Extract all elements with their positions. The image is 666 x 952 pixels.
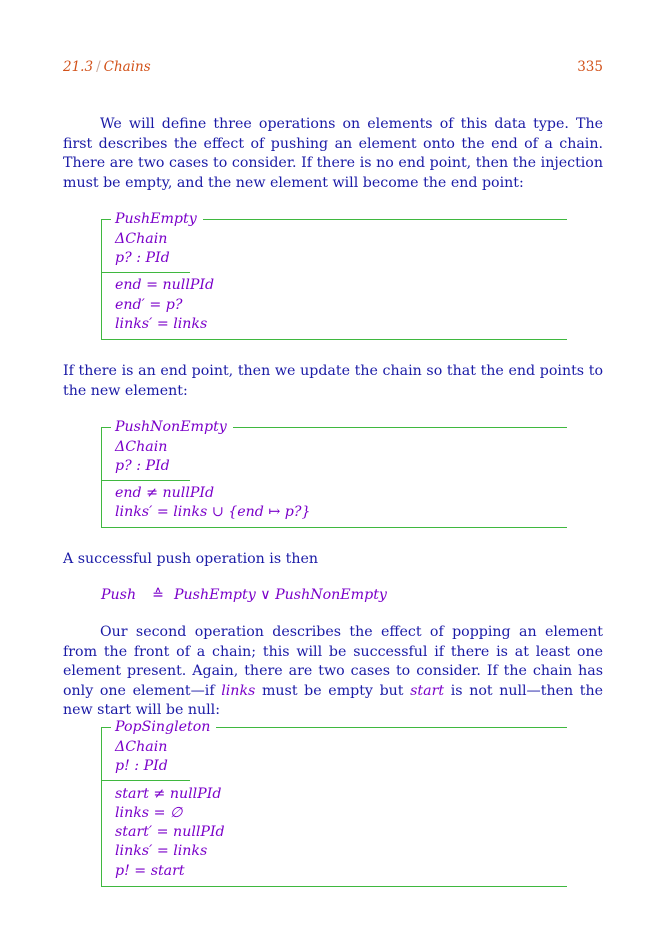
page-number: 335	[577, 59, 603, 75]
schema-predicate: end ≠ nullPId	[115, 485, 215, 501]
schema-decl: ΔChain	[115, 739, 168, 755]
schema-divider	[101, 480, 190, 481]
schema-predicate: start′ = nullPId	[115, 824, 225, 840]
schema-predicate: end = nullPId	[115, 277, 215, 293]
schema-decl: p? : PId	[115, 250, 170, 266]
paragraph-2: If there is an end point, then we update the chain so that the end points to the new element:	[63, 363, 603, 399]
schema-predicate: end′ = p?	[115, 297, 183, 313]
schema-bottom-rule	[101, 886, 567, 887]
definition-operator: ≙	[152, 587, 164, 603]
paragraph-4-text: Our second operation describes the effect of popping an element from the front of a chain; this will be successful if there is at least one element present. Again, there are two cases to consider. If the chain has only one element—if	[63, 624, 603, 699]
running-head	[63, 59, 603, 79]
schema-divider	[101, 780, 190, 781]
definition-rhs: PushEmpty ∨ PushNonEmpty	[174, 587, 387, 603]
schema-decl: ΔChain	[115, 231, 168, 247]
schema-predicate: links′ = links ∪ {end ↦ p?}	[115, 504, 311, 520]
schema-predicate: p! = start	[115, 863, 185, 879]
header-separator: /	[96, 59, 101, 75]
schema-bottom-rule	[101, 339, 567, 340]
push-definition	[101, 587, 393, 603]
schema-left-rule	[101, 219, 102, 340]
schema-push-empty	[101, 210, 567, 340]
section-title	[63, 59, 151, 75]
schema-left-rule	[101, 427, 102, 528]
var-start: start	[410, 682, 445, 699]
paragraph-4-text: is not null—then the new start will be null:	[63, 682, 603, 718]
paragraph-4-text: must be empty but	[255, 682, 411, 699]
schema-push-nonempty	[101, 418, 567, 528]
definition-lhs: Push	[101, 587, 137, 603]
schema-decl: p? : PId	[115, 458, 170, 474]
schema-decl: p! : PId	[115, 758, 168, 774]
schema-left-rule	[101, 727, 102, 887]
schema-divider	[101, 272, 190, 273]
var-links: links	[221, 682, 256, 699]
schema-name: PushEmpty	[111, 210, 203, 228]
schema-name: PushNonEmpty	[111, 418, 233, 436]
schema-predicate: links′ = links	[115, 843, 208, 859]
paragraph-1: We will define three operations on elements of this data type. The first describes the effect of pushing an element onto the end of a chain. There are two cases to consider. If there is no end point, then the injection must be empty, and the new element will become the end point:	[63, 116, 603, 191]
paragraph-3: A successful push operation is then	[63, 551, 318, 567]
schema-bottom-rule	[101, 527, 567, 528]
schema-decl: ΔChain	[115, 439, 168, 455]
schema-predicate: start ≠ nullPId	[115, 786, 222, 802]
schema-predicate: links = ∅	[115, 805, 183, 821]
paragraph-4	[63, 623, 603, 721]
schema-name: PopSingleton	[111, 718, 216, 736]
schema-pop-singleton	[101, 718, 567, 887]
schema-predicate: links′ = links	[115, 316, 208, 332]
chapter-name: Chains	[103, 59, 151, 75]
section-number: 21.3	[63, 59, 94, 75]
